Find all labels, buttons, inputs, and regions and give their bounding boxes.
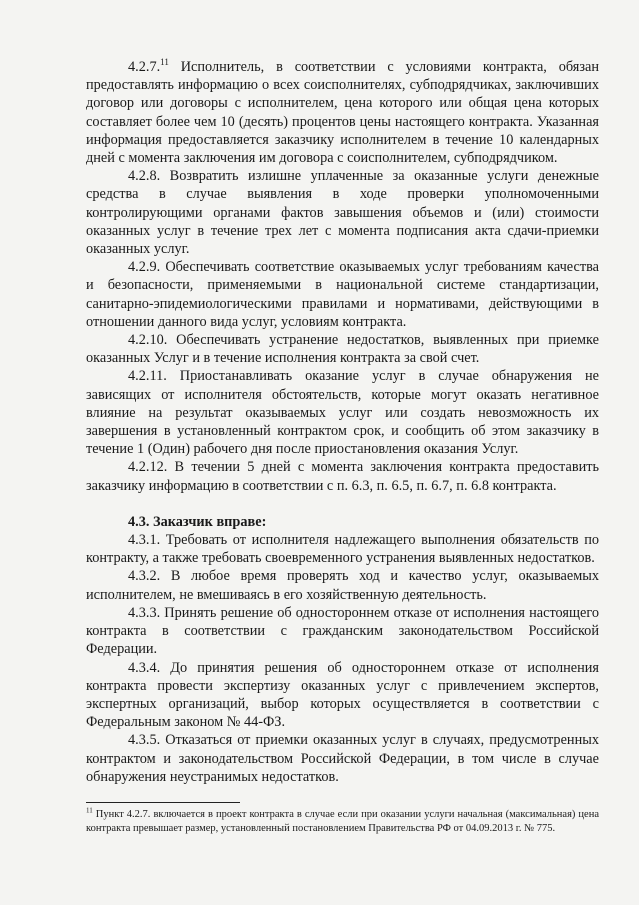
footnote — [86, 808, 599, 836]
clause-4-2-7 — [86, 58, 599, 167]
clause-4-2-9: 4.2.9. Обеспечивать соответствие оказываемых услуг требованиям качества и безопасности, применяемыми в национальной системе стандартизации, санитарно-эпидемиологическими правилами и нормативами, действующими в отношении данного вида услуг, условиям контракта. — [86, 259, 599, 330]
clause-4-3-3: 4.3.3. Принять решение об одностороннем отказе от исполнения настоящего контракта в соответствии с гражданским законодательством Российской Федерации. — [86, 604, 599, 658]
footnote-text: Пункт 4.2.7. включается в проект контракта в случае если при оказании услуги начальная (максимальная) цена контракта превышает размер, установленный постановлением Правительства РФ от 04.09.2013 г. № 775. — [86, 809, 599, 834]
footnote-reference[interactable]: 11 — [160, 57, 169, 68]
section-heading: 4.3. Заказчик вправе: — [128, 513, 267, 530]
footnote-separator — [86, 802, 240, 803]
clause-4-2-11: 4.2.11. Приостанавливать оказание услуг в случае обнаружения не зависящих от исполнителя обстоятельств, которые могут оказать негативное влияние на результат оказываемых услуг или создать невозможность их завершения в установленный контрактом срок, и сообщить об этом заказчику в течение 1 (Один) рабочего дня после приостановления оказания Услуг. — [86, 368, 599, 458]
clause-4-3-5: 4.3.5. Отказаться от приемки оказанных услуг в случаях, предусмотренных контрактом и законодательством Российской Федерации, в том числе в случае обнаружения неустранимых недостатков. — [86, 732, 599, 785]
clause-number: 4.2.7. — [128, 59, 161, 75]
section-spacer — [86, 495, 599, 513]
clause-4-2-12: 4.2.12. В течении 5 дней с момента заключения контракта предоставить заказчику информацию в соответствии с п. 6.3, п. 6.5, п. 6.7, п. 6.8 контракта. — [86, 459, 599, 494]
clause-4-3-4: 4.3.4. До принятия решения об одностороннем отказе от исполнения контракта провести экспертизу оказанных услуг с привлечением экспертов, экспертных организаций, выбор которых осуществляется в соответствии с Федеральным законом № 44-ФЗ. — [86, 659, 599, 731]
clause-4-2-10: 4.2.10. Обеспечивать устранение недостатков, выявленных при приемке оказанных Услуг и в течение исполнения контракта за свой счет. — [86, 332, 599, 367]
clause-4-2-8: 4.2.8. Возвратить излишне уплаченные за оказанные услуги денежные средства в случае выявления в ходе проверки уполномоченными контролирующими органами фактов завышения объемов и (или) стоимости оказанных услуг в течение трех лет с момента подписания акта сдачи-приемки оказанных услуг. — [86, 168, 599, 258]
clause-4-3-2: 4.3.2. В любое время проверять ход и качество услуг, оказываемых исполнителем, не вмешиваясь в его хозяйственную деятельность. — [86, 568, 599, 603]
clause-4-3-1: 4.3.1. Требовать от исполнителя надлежащего выполнения обязательств по контракту, а также требовать своевременного устранения выявленных недостатков. — [86, 532, 599, 567]
footnote-mark: 11 — [86, 806, 93, 815]
clause-text: Исполнитель, в соответствии с условиями контракта, обязан предоставлять информацию о всех соисполнителях, субподрядчиках, заключивших договор или договоры с исполнителем, цена которого или общая цена которых составляет более чем 10 (десять) процентов цены настоящего контракта. Указанная информация предоставляется заказчику исполнителем в течение 10 календарных дней с момента заключения им договора с соисполнителем, субподрядчиком. — [86, 59, 599, 167]
